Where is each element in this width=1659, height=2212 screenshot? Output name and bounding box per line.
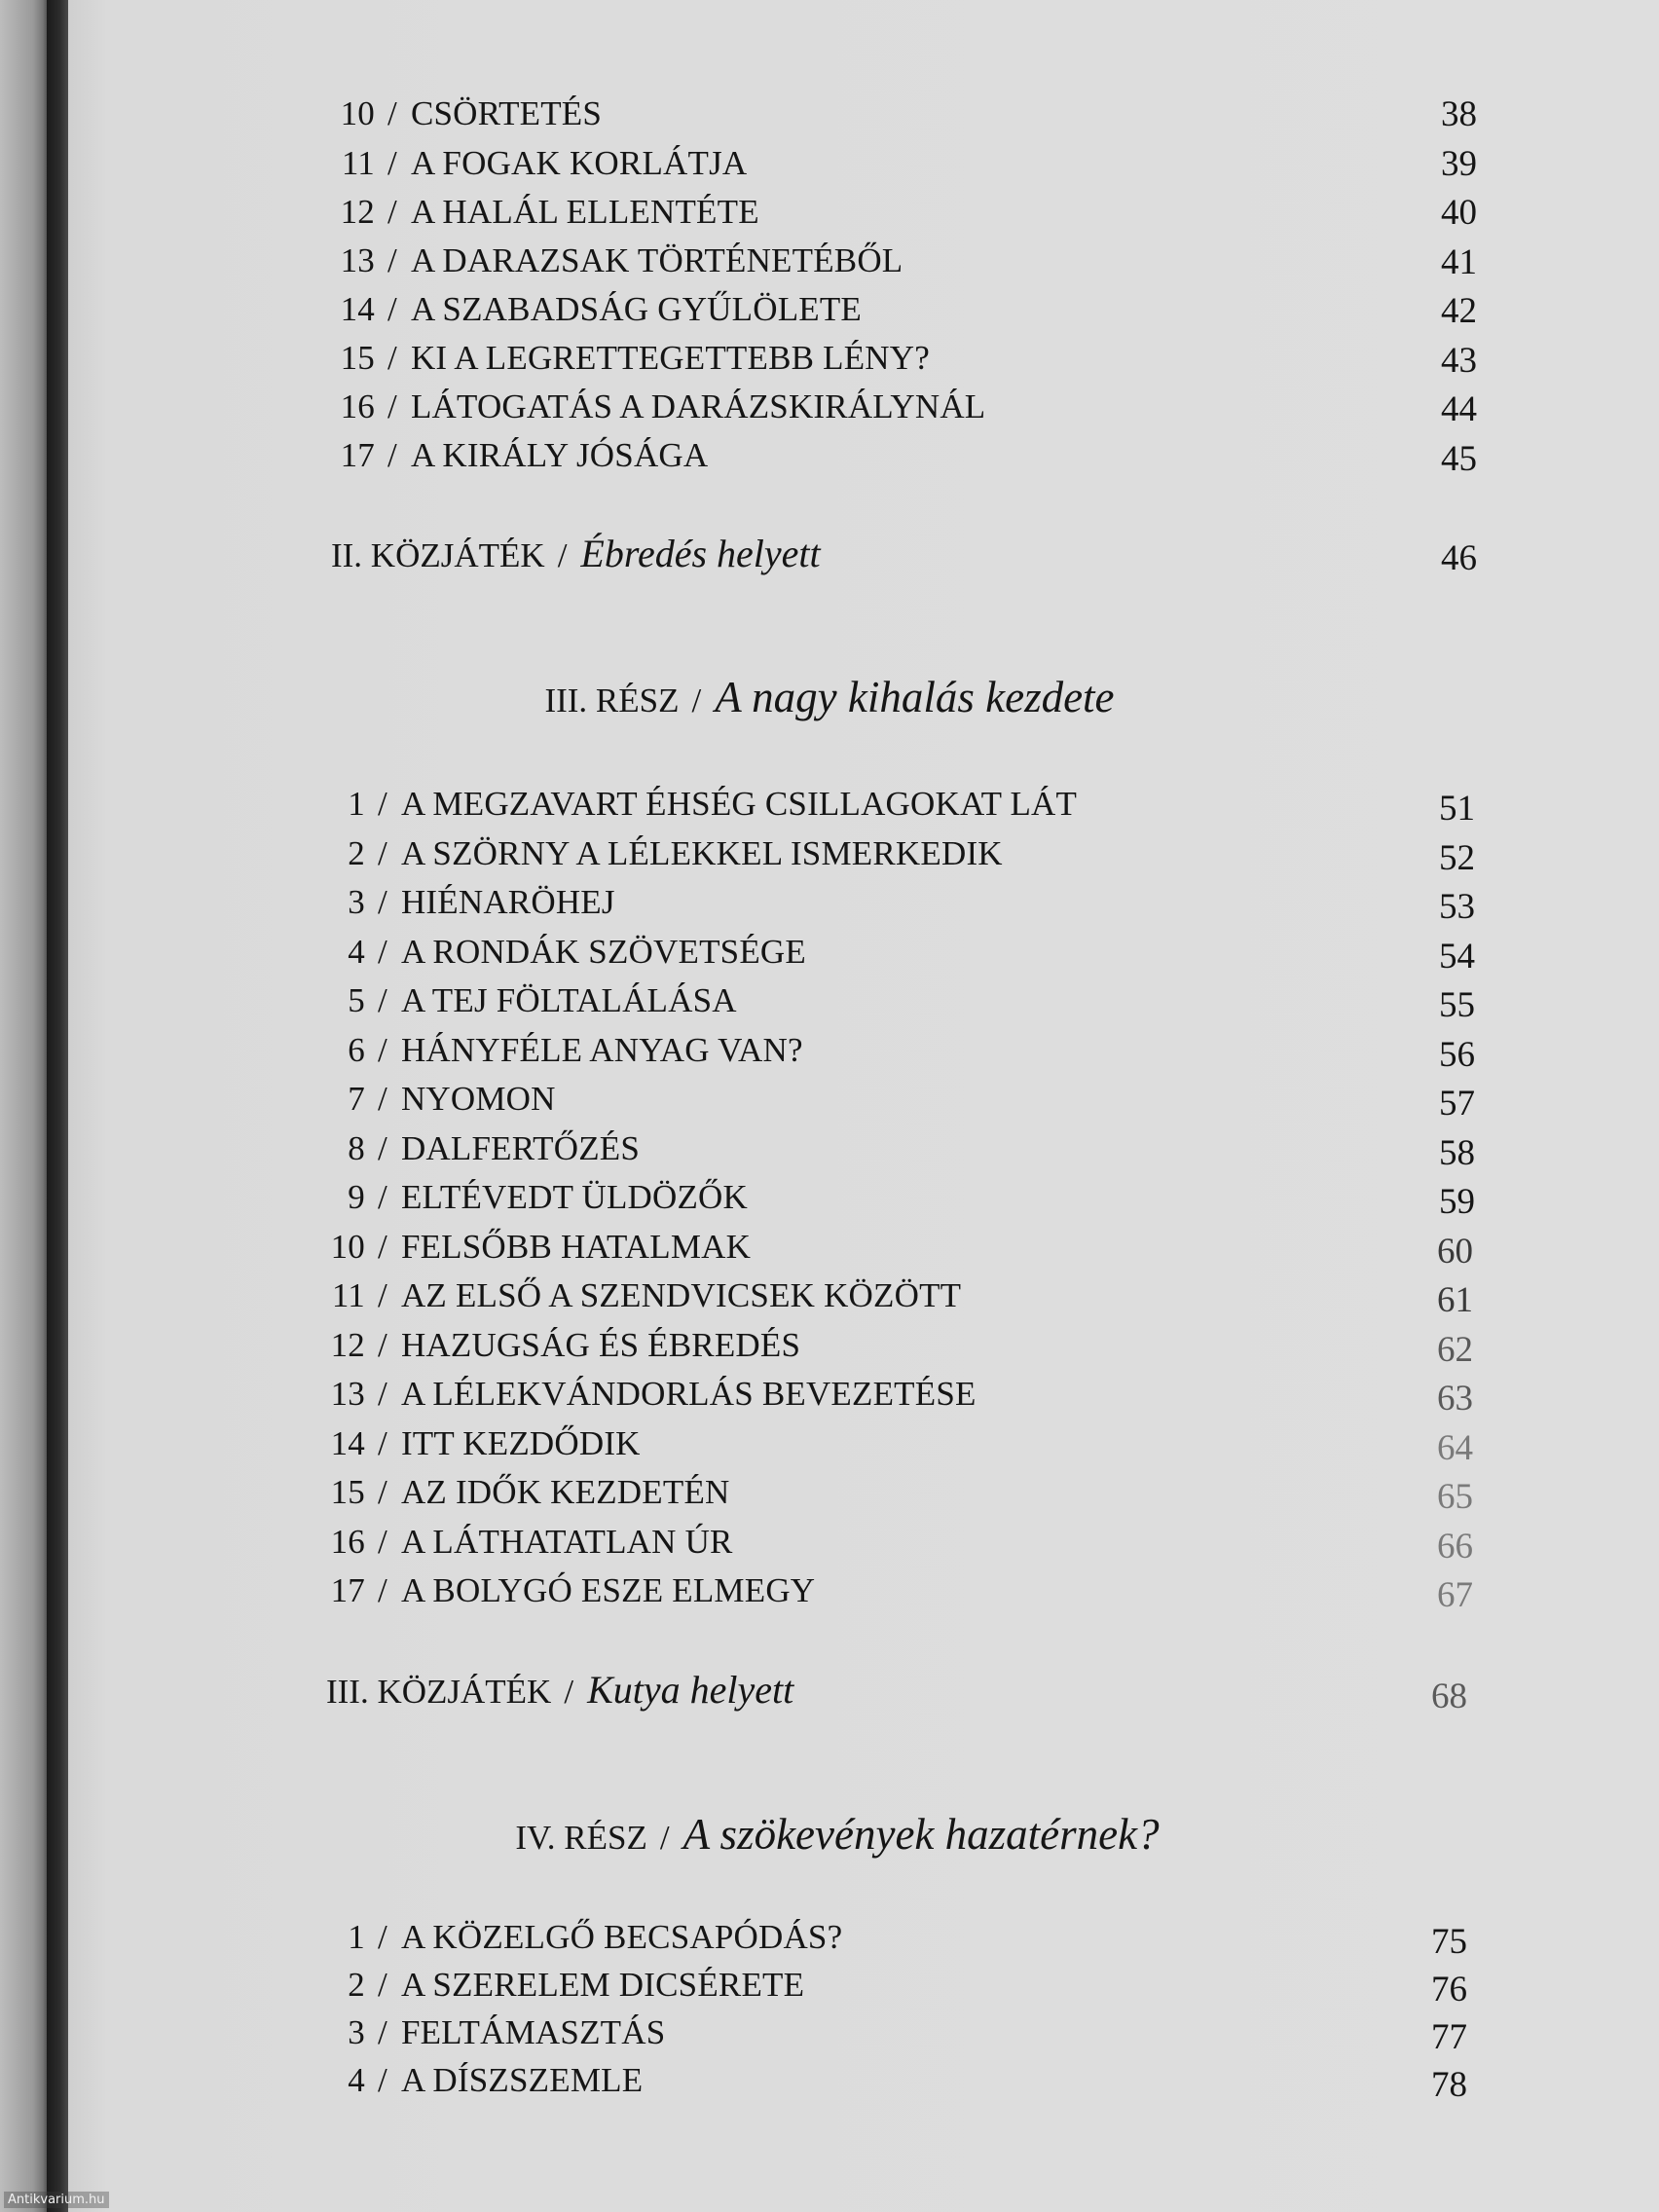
chapter-title: A KÖZELGŐ BECSAPÓDÁS?: [400, 1918, 843, 1956]
chapter-title: ELTÉVEDT ÜLDÖZŐK: [400, 1178, 749, 1216]
chapter-number: 4: [348, 2061, 365, 2099]
toc-entry: 12 / A HALÁL ELLENTÉTE: [331, 193, 759, 232]
page-number: 62: [1437, 1330, 1473, 1370]
page-number: 51: [1439, 789, 1475, 829]
toc-entry: 2 / A SZERELEM DICSÉRETE: [331, 1966, 804, 2005]
page-number: 40: [1441, 193, 1477, 233]
toc-entry: 17 / A BOLYGÓ ESZE ELMEGY: [319, 1571, 815, 1610]
chapter-number: 15: [340, 339, 375, 377]
chapter-number: 5: [348, 981, 365, 1019]
page-number: 67: [1437, 1575, 1473, 1615]
chapter-title: DALFERTŐZÉS: [400, 1129, 641, 1167]
chapter-title: A SZERELEM DICSÉRETE: [400, 1966, 805, 2004]
page-number: 58: [1439, 1133, 1475, 1173]
interlude-title: Ébredés helyett: [580, 532, 821, 575]
chapter-title: A SZABADSÁG GYŰLÖLETE: [410, 290, 863, 328]
interlude-3: III. KÖZJÁTÉK / Kutya helyett: [326, 1668, 794, 1712]
page-number: 42: [1441, 291, 1477, 331]
chapter-title: HAZUGSÁG ÉS ÉBREDÉS: [400, 1326, 801, 1364]
chapter-title: HIÉNARÖHEJ: [400, 883, 615, 921]
page-number: 60: [1437, 1232, 1473, 1272]
page-number: 53: [1439, 887, 1475, 927]
part-4-heading: IV. RÉSZ / A szökevények hazatérnek?: [515, 1810, 1160, 1859]
chapter-title: CSÖRTETÉS: [410, 94, 603, 132]
chapter-title: A BOLYGÓ ESZE ELMEGY: [400, 1571, 816, 1609]
toc-entry: 14 / ITT KEZDŐDIK: [319, 1424, 641, 1463]
chapter-title: A DÍSZSZEMLE: [400, 2061, 644, 2099]
page-number: 63: [1437, 1379, 1473, 1419]
chapter-number: 7: [348, 1080, 365, 1118]
chapter-number: 10: [330, 1228, 365, 1266]
toc-entry: 11 / A FOGAK KORLÁTJA: [331, 144, 747, 183]
toc-entry: 4 / A DÍSZSZEMLE: [331, 2061, 643, 2100]
chapter-number: 14: [330, 1424, 365, 1462]
toc-entry: 12 / HAZUGSÁG ÉS ÉBREDÉS: [319, 1326, 800, 1365]
chapter-title: LÁTOGATÁS A DARÁZSKIRÁLYNÁL: [410, 387, 986, 425]
page-number: 54: [1439, 937, 1475, 977]
chapter-number: 11: [331, 1276, 365, 1314]
page-number: 39: [1441, 144, 1477, 184]
page-number: 78: [1431, 2065, 1467, 2105]
chapter-title: ITT KEZDŐDIK: [400, 1424, 641, 1462]
page-number: 43: [1441, 341, 1477, 381]
page-number: 57: [1439, 1084, 1475, 1124]
toc-entry: 15 / AZ IDŐK KEZDETÉN: [319, 1473, 730, 1512]
chapter-number: 2: [348, 1966, 365, 2004]
chapter-number: 16: [330, 1523, 365, 1561]
chapter-title: A FOGAK KORLÁTJA: [410, 144, 748, 182]
chapter-title: A RONDÁK SZÖVETSÉGE: [400, 933, 806, 971]
chapter-title: A MEGZAVART ÉHSÉG CSILLAGOKAT LÁT: [400, 785, 1078, 823]
page-number: 55: [1439, 985, 1475, 1025]
part-title: A szökevények hazatérnek?: [682, 1810, 1160, 1859]
toc-entry: 1 / A KÖZELGŐ BECSAPÓDÁS?: [331, 1918, 842, 1957]
chapter-number: 9: [348, 1178, 365, 1216]
toc-entry: 17 / A KIRÁLY JÓSÁGA: [331, 436, 708, 475]
chapter-number: 13: [330, 1375, 365, 1413]
chapter-title: FELTÁMASZTÁS: [400, 2013, 666, 2051]
toc-entry: 15 / KI A LEGRETTEGETTEBB LÉNY?: [331, 339, 930, 378]
source-watermark: Antikvarium.hu: [4, 2192, 109, 2208]
chapter-title: A DARAZSAK TÖRTÉNETÉBŐL: [410, 241, 903, 279]
toc-entry: 8 / DALFERTŐZÉS: [331, 1129, 640, 1168]
chapter-title: KI A LEGRETTEGETTEBB LÉNY?: [410, 339, 930, 377]
toc-entry: 1 / A MEGZAVART ÉHSÉG CSILLAGOKAT LÁT: [331, 785, 1077, 824]
interlude-2: II. KÖZJÁTÉK / Ébredés helyett: [331, 532, 821, 575]
chapter-number: 17: [340, 436, 375, 474]
chapter-title: A KIRÁLY JÓSÁGA: [410, 436, 709, 474]
chapter-number: 14: [340, 290, 375, 328]
toc-entry: 14 / A SZABADSÁG GYŰLÖLETE: [331, 290, 862, 329]
chapter-number: 16: [340, 387, 375, 425]
chapter-title: NYOMON: [400, 1080, 556, 1118]
chapter-number: 10: [340, 94, 375, 132]
chapter-number: 4: [348, 933, 365, 971]
chapter-number: 13: [340, 241, 375, 279]
page-number: 64: [1437, 1428, 1473, 1468]
page-number: 56: [1439, 1035, 1475, 1075]
book-binding-edge: [47, 0, 68, 2212]
chapter-number: 12: [340, 193, 375, 231]
interlude-label: III. KÖZJÁTÉK: [326, 1673, 552, 1711]
chapter-title: AZ IDŐK KEZDETÉN: [400, 1473, 730, 1511]
part-3-heading: III. RÉSZ / A nagy kihalás kezdete: [544, 673, 1115, 721]
page-number: 61: [1437, 1280, 1473, 1320]
page-number: 45: [1441, 439, 1477, 479]
chapter-title: FELSŐBB HATALMAK: [400, 1228, 752, 1266]
toc-entry: 3 / HIÉNARÖHEJ: [331, 883, 615, 922]
chapter-number: 6: [348, 1031, 365, 1069]
chapter-number: 1: [348, 1918, 365, 1956]
chapter-title: A LÉLEKVÁNDORLÁS BEVEZETÉSE: [400, 1375, 977, 1413]
page-number: 44: [1441, 389, 1477, 429]
page-number: 41: [1441, 242, 1477, 282]
page-number: 66: [1437, 1527, 1473, 1567]
interlude-label: II. KÖZJÁTÉK: [331, 536, 545, 574]
page-number: 76: [1431, 1970, 1467, 2009]
chapter-title: A TEJ FÖLTALÁLÁSA: [400, 981, 737, 1019]
page-number: 52: [1439, 838, 1475, 878]
chapter-number: 12: [330, 1326, 365, 1364]
page-number: 68: [1431, 1677, 1467, 1716]
toc-entry: 11 / AZ ELSŐ A SZENDVICSEK KÖZÖTT: [319, 1276, 961, 1315]
chapter-number: 2: [348, 834, 365, 872]
chapter-number: 17: [330, 1571, 365, 1609]
page-number: 46: [1441, 538, 1477, 578]
interlude-title: Kutya helyett: [587, 1668, 794, 1712]
chapter-title: A SZÖRNY A LÉLEKKEL ISMERKEDIK: [400, 834, 1003, 872]
chapter-title: A LÁTHATATLAN ÚR: [400, 1523, 733, 1561]
toc-entry: 6 / HÁNYFÉLE ANYAG VAN?: [331, 1031, 803, 1070]
chapter-number: 3: [348, 2013, 365, 2051]
part-label: IV. RÉSZ: [515, 1819, 647, 1857]
toc-entry: 9 / ELTÉVEDT ÜLDÖZŐK: [331, 1178, 748, 1217]
toc-entry: 13 / A LÉLEKVÁNDORLÁS BEVEZETÉSE: [319, 1375, 977, 1414]
toc-entry: 13 / A DARAZSAK TÖRTÉNETÉBŐL: [331, 241, 903, 280]
page-number: 38: [1441, 94, 1477, 134]
toc-entry: 10 / FELSŐBB HATALMAK: [319, 1228, 751, 1267]
chapter-number: 1: [348, 785, 365, 823]
chapter-number: 11: [341, 144, 375, 182]
chapter-title: AZ ELSŐ A SZENDVICSEK KÖZÖTT: [400, 1276, 962, 1314]
page-number: 59: [1439, 1182, 1475, 1222]
page-number: 65: [1437, 1477, 1473, 1517]
toc-entry: 16 / LÁTOGATÁS A DARÁZSKIRÁLYNÁL: [331, 387, 985, 426]
page-number: 77: [1431, 2017, 1467, 2057]
chapter-title: A HALÁL ELLENTÉTE: [410, 193, 759, 231]
page-number: 75: [1431, 1922, 1467, 1962]
toc-entry: 4 / A RONDÁK SZÖVETSÉGE: [331, 933, 806, 972]
part-title: A nagy kihalás kezdete: [715, 673, 1115, 721]
part-label: III. RÉSZ: [544, 682, 680, 719]
chapter-number: 3: [348, 883, 365, 921]
toc-entry: 2 / A SZÖRNY A LÉLEKKEL ISMERKEDIK: [331, 834, 1003, 873]
book-spine: [0, 0, 47, 2212]
toc-entry: 16 / A LÁTHATATLAN ÚR: [319, 1523, 733, 1562]
chapter-title: HÁNYFÉLE ANYAG VAN?: [400, 1031, 803, 1069]
chapter-number: 15: [330, 1473, 365, 1511]
toc-entry: 10 / CSÖRTETÉS: [331, 94, 602, 133]
toc-entry: 3 / FELTÁMASZTÁS: [331, 2013, 665, 2052]
toc-entry: 5 / A TEJ FÖLTALÁLÁSA: [331, 981, 737, 1020]
toc-entry: 7 / NYOMON: [331, 1080, 556, 1119]
chapter-number: 8: [348, 1129, 365, 1167]
